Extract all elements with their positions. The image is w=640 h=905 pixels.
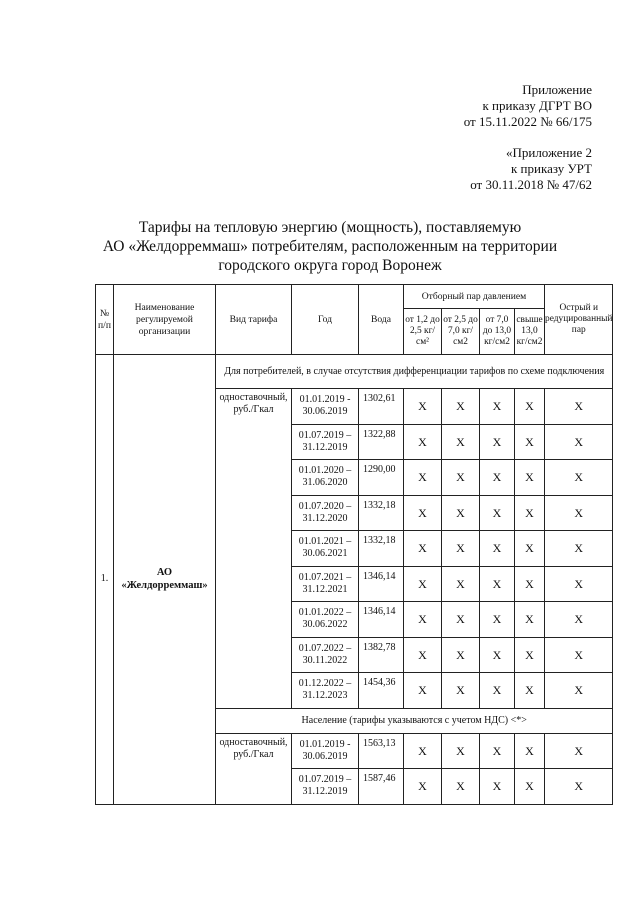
p4-value: Х <box>515 566 545 602</box>
appendix2-label: «Приложение 2 <box>505 145 592 160</box>
header-p3: от 7,0 до 13,0 кг/см2 <box>480 309 515 355</box>
p2-value: Х <box>442 733 480 769</box>
period-cell: 01.01.2019 - 30.06.2019 <box>292 389 359 425</box>
row-number: 1. <box>96 355 114 805</box>
p3-value: Х <box>480 602 515 638</box>
period-cell: 01.01.2019 - 30.06.2019 <box>292 733 359 769</box>
order-reference <box>464 82 592 130</box>
p1-value: Х <box>404 424 442 460</box>
p4-value: Х <box>515 531 545 567</box>
p4-value: Х <box>515 769 545 805</box>
p3-value: Х <box>480 389 515 425</box>
p1-value: Х <box>404 637 442 673</box>
p2-value: Х <box>442 637 480 673</box>
section2-title: Население (тарифы указываются с учетом НДС) <*> <box>216 708 613 733</box>
p3-value: Х <box>480 460 515 496</box>
water-value: 1332,18 <box>359 495 404 531</box>
sharp-value: Х <box>545 769 613 805</box>
p4-value: Х <box>515 733 545 769</box>
sharp-value: Х <box>545 460 613 496</box>
p2-value: Х <box>442 769 480 805</box>
period-cell: 01.01.2020 – 31.06.2020 <box>292 460 359 496</box>
original-order-reference <box>470 145 592 193</box>
header-org: Наименование регулируемой организации <box>114 285 216 355</box>
water-value: 1454,36 <box>359 673 404 709</box>
p3-value: Х <box>480 637 515 673</box>
p3-value: Х <box>480 531 515 567</box>
p1-value: Х <box>404 495 442 531</box>
p4-value: Х <box>515 673 545 709</box>
section1-title: Для потребителей, в случае отсутствия дифференциации тарифов по схеме подключения <box>216 355 613 389</box>
p3-value: Х <box>480 424 515 460</box>
sharp-value: Х <box>545 637 613 673</box>
water-value: 1290,00 <box>359 460 404 496</box>
p4-value: Х <box>515 389 545 425</box>
p2-value: Х <box>442 602 480 638</box>
header-water: Вода <box>359 285 404 355</box>
section-row <box>96 355 613 389</box>
header-steam-group: Отборный пар давлением <box>404 285 545 309</box>
water-value: 1346,14 <box>359 602 404 638</box>
sharp-value: Х <box>545 424 613 460</box>
p4-value: Х <box>515 495 545 531</box>
p3-value: Х <box>480 495 515 531</box>
tariff-table <box>95 284 613 805</box>
title-line-3: городского округа город Воронеж <box>218 257 442 274</box>
p3-value: Х <box>480 733 515 769</box>
water-value: 1563,13 <box>359 733 404 769</box>
period-cell: 01.12.2022 – 31.12.2023 <box>292 673 359 709</box>
p4-value: Х <box>515 460 545 496</box>
p1-value: Х <box>404 531 442 567</box>
p2-value: Х <box>442 495 480 531</box>
document-title <box>60 218 600 275</box>
sharp-value: Х <box>545 733 613 769</box>
p2-value: Х <box>442 389 480 425</box>
order-date: от 15.11.2022 № 66/175 <box>463 114 592 129</box>
p2-value: Х <box>442 673 480 709</box>
sharp-value: Х <box>545 602 613 638</box>
p2-value: Х <box>442 531 480 567</box>
title-line-2: АО «Желдорреммаш» потребителям, расположенным на территории <box>102 238 558 255</box>
original-order-name: к приказу УРТ <box>510 161 592 176</box>
p1-value: Х <box>404 566 442 602</box>
p2-value: Х <box>442 424 480 460</box>
organization-name: АО «Желдорреммаш» <box>114 355 216 805</box>
header-kind: Вид тарифа <box>216 285 292 355</box>
p3-value: Х <box>480 769 515 805</box>
title-line-1: Тарифы на тепловую энергию (мощность), поставляемую <box>138 219 522 236</box>
p1-value: Х <box>404 769 442 805</box>
period-cell: 01.07.2022 – 30.11.2022 <box>292 637 359 673</box>
water-value: 1302,61 <box>359 389 404 425</box>
header-sharp-steam: Острый и редуцированный пар <box>545 285 613 355</box>
period-cell: 01.01.2021 – 30.06.2021 <box>292 531 359 567</box>
sharp-value: Х <box>545 566 613 602</box>
period-cell: 01.07.2019 – 31.12.2019 <box>292 424 359 460</box>
p1-value: Х <box>404 673 442 709</box>
water-value: 1332,18 <box>359 531 404 567</box>
p4-value: Х <box>515 602 545 638</box>
header-num: № п/п <box>96 285 114 355</box>
water-value: 1382,78 <box>359 637 404 673</box>
water-value: 1346,14 <box>359 566 404 602</box>
header-year: Год <box>292 285 359 355</box>
sharp-value: Х <box>545 673 613 709</box>
original-order-date: от 30.11.2018 № 47/62 <box>470 177 592 192</box>
period-cell: 01.01.2022 – 30.06.2022 <box>292 602 359 638</box>
p2-value: Х <box>442 566 480 602</box>
tariff-kind: одноставочный, руб./Гкал <box>216 733 292 804</box>
p3-value: Х <box>480 566 515 602</box>
p2-value: Х <box>442 460 480 496</box>
p4-value: Х <box>515 637 545 673</box>
p4-value: Х <box>515 424 545 460</box>
sharp-value: Х <box>545 495 613 531</box>
water-value: 1587,46 <box>359 769 404 805</box>
tariff-kind: одноставочный, руб./Гкал <box>216 389 292 709</box>
sharp-value: Х <box>545 531 613 567</box>
sharp-value: Х <box>545 389 613 425</box>
p1-value: Х <box>404 733 442 769</box>
header-p2: от 2,5 до 7,0 кг/см2 <box>442 309 480 355</box>
period-cell: 01.07.2021 – 31.12.2021 <box>292 566 359 602</box>
header-p1: от 1,2 до 2,5 кг/см² <box>404 309 442 355</box>
period-cell: 01.07.2019 – 31.12.2019 <box>292 769 359 805</box>
water-value: 1322,88 <box>359 424 404 460</box>
p1-value: Х <box>404 460 442 496</box>
period-cell: 01.07.2020 – 31.12.2020 <box>292 495 359 531</box>
p1-value: Х <box>404 389 442 425</box>
header-p4: свыше 13,0 кг/см2 <box>515 309 545 355</box>
p3-value: Х <box>480 673 515 709</box>
order-name: к приказу ДГРТ ВО <box>482 98 592 113</box>
p1-value: Х <box>404 602 442 638</box>
appendix-label: Приложение <box>522 82 592 97</box>
